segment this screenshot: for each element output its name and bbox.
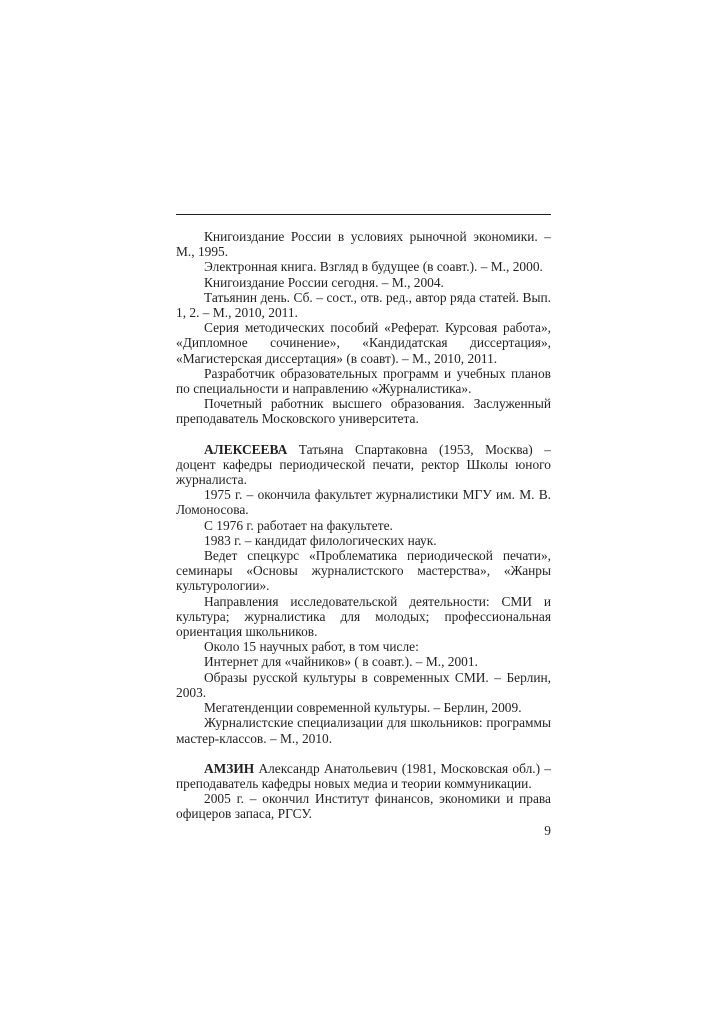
paragraph: 1975 г. – окончила факультет журналистики МГУ им. М. В. Ломоносова. (176, 487, 551, 518)
paragraph: Около 15 научных работ, в том числе: (204, 639, 419, 655)
paragraph: Книгоиздание России в условиях рыночной экономики. – М., 1995. (176, 229, 551, 260)
paragraph: Книгоиздание России сегодня. – М., 2004. (204, 274, 444, 290)
paragraph: 1983 г. – кандидат филологических наук. (204, 532, 437, 548)
paragraph: Серия методических пособий «Реферат. Курсовая работа», «Дипломное сочинение», «Кандидатская диссертация», «Магистерская диссертация» (в соавт). – М., 2010, 2011. (176, 320, 551, 366)
entry-gap (176, 746, 551, 761)
paragraph: Татьянин день. Сб. – сост., отв. ред., автор ряда статей. Вып. 1, 2. – М., 2010, 2011. (176, 289, 551, 321)
paragraph: Интернет для «чайников» ( в соавт.). – М., 2001. (204, 654, 478, 670)
paragraph: С 1976 г. работает на факультете. (204, 517, 393, 533)
paragraph: Электронная книга. Взгляд в будущее (в соавт.). – М., 2000. (204, 259, 543, 275)
paragraph: Направления исследовательской деятельности: СМИ и культура; журналистика для молодых; профессиональная ориентация школьников. (176, 593, 551, 640)
entry-intro: Татьяна Спартаковна (1953, Москва) – доцент кафедры периодической печати, ректор Школы юного журналиста. (176, 441, 551, 488)
paragraph: 2005 г. – окончил Институт финансов, экономики и права офицеров запаса, РГСУ. (176, 791, 551, 822)
page-text (176, 229, 551, 822)
entry-intro: Александр Анатольевич (1981, Московская обл.) – преподаватель кафедры новых медиа и теории коммуникации. (176, 760, 551, 791)
entry-heading-amzin (176, 761, 551, 791)
paragraph: Ведет спецкурс «Проблематика периодической печати», семинары «Основы журналистского мастерства», «Жанры культурологии». (176, 548, 551, 594)
entry-name: АМЗИН (204, 760, 255, 776)
paragraph: Разработчик образовательных программ и учебных планов по специальности и направлению «Журналистика». (176, 365, 551, 397)
paragraph: Почетный работник высшего образования. Заслуженный преподаватель Московского университета. (176, 396, 551, 427)
top-rule (176, 214, 551, 215)
entry-heading-alekseeva (176, 442, 551, 488)
paragraph: Журналистские специализации для школьников: программы мастер-классов. – М., 2010. (176, 715, 551, 746)
entry-name: АЛЕКСЕЕВА (204, 441, 288, 457)
paragraph: Мегатенденции современной культуры. – Берлин, 2009. (204, 700, 522, 716)
page-number: 9 (544, 823, 551, 838)
entry-gap (176, 427, 551, 442)
paragraph: Образы русской культуры в современных СМИ. – Берлин, 2003. (176, 669, 551, 700)
